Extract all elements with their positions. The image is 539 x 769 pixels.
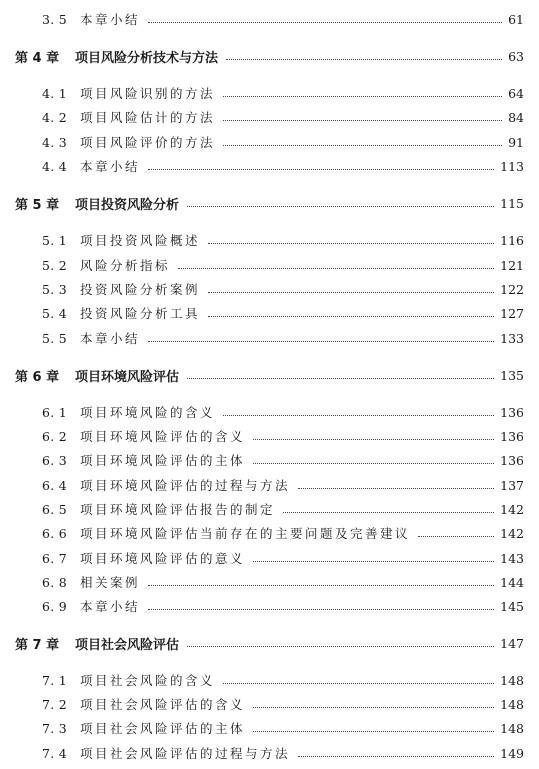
section-number: 6. 6: [42, 525, 68, 541]
dot-leader: [223, 145, 502, 146]
section-title: 项目环境风险评估报告的制定: [80, 502, 276, 517]
section-number: 5. 1: [42, 232, 68, 248]
page-number: 142: [500, 501, 524, 517]
section-title: 项目环境风险评估的过程与方法: [80, 478, 291, 493]
toc-entry-section[interactable]: [0, 278, 539, 300]
section-number: 4. 3: [42, 134, 68, 150]
page-number: 133: [500, 330, 524, 346]
toc-entry-chapter[interactable]: [0, 632, 539, 654]
section-number: 7. 4: [42, 745, 68, 761]
toc-entry-section[interactable]: [0, 742, 539, 764]
dot-leader: [208, 316, 494, 317]
chapter-number: 第 4 章: [15, 50, 60, 66]
toc-entry-section[interactable]: [0, 474, 539, 496]
chapter-title: 项目投资风险分析: [75, 197, 180, 213]
section-number: 5. 3: [42, 281, 68, 297]
section-title: 投资风险分析案例: [80, 282, 201, 297]
section-number: 5. 2: [42, 257, 68, 273]
page-number: 137: [500, 477, 524, 493]
page-number: 91: [508, 134, 524, 150]
dot-leader: [253, 439, 494, 440]
dot-leader: [148, 609, 494, 610]
section-title: 项目环境风险的含义: [80, 405, 216, 420]
toc-entry-section[interactable]: [0, 693, 539, 715]
section-number: 4. 2: [42, 109, 68, 125]
toc-entry-section[interactable]: [0, 82, 539, 104]
section-number: 6. 4: [42, 477, 68, 493]
page-number: 113: [500, 158, 524, 174]
dot-leader: [187, 378, 494, 379]
page-number: 135: [500, 367, 524, 383]
section-title: 本章小结: [80, 331, 141, 346]
page-number: 145: [500, 598, 524, 614]
dot-leader: [178, 268, 494, 269]
dot-leader: [148, 169, 494, 170]
section-title: 本章小结: [80, 599, 141, 614]
chapter-number: 第 7 章: [15, 637, 60, 653]
chapter-title: 项目风险分析技术与方法: [75, 50, 219, 66]
toc-entry-section[interactable]: [0, 571, 539, 593]
dot-leader: [208, 292, 494, 293]
section-number: 5. 5: [42, 330, 68, 346]
dot-leader: [208, 243, 494, 244]
page-number: 148: [500, 720, 524, 736]
page-number: 136: [500, 452, 524, 468]
dot-leader: [148, 585, 494, 586]
dot-leader: [418, 536, 494, 537]
dot-leader: [148, 341, 494, 342]
page-number: 143: [500, 550, 524, 566]
toc-entry-section[interactable]: [0, 449, 539, 471]
page-number: 142: [500, 525, 524, 541]
toc-entry-section[interactable]: [0, 717, 539, 739]
section-title: 项目环境风险评估的含义: [80, 429, 246, 444]
toc-entry-section[interactable]: [0, 8, 539, 30]
page-number: 61: [508, 11, 524, 27]
toc-entry-section[interactable]: [0, 106, 539, 128]
chapter-title: 项目社会风险评估: [75, 637, 180, 653]
dot-leader: [148, 22, 502, 23]
section-title: 投资风险分析工具: [80, 306, 201, 321]
section-title: 项目风险估计的方法: [80, 110, 216, 125]
page-number: 147: [500, 635, 524, 651]
section-number: 6. 9: [42, 598, 68, 614]
section-title: 项目社会风险的含义: [80, 673, 216, 688]
toc-entry-section[interactable]: [0, 522, 539, 544]
section-number: 6. 8: [42, 574, 68, 590]
page-number: 115: [500, 195, 524, 211]
dot-leader: [226, 59, 502, 60]
section-title: 项目环境风险评估当前存在的主要问题及完善建议: [80, 526, 411, 541]
toc-entry-section[interactable]: [0, 302, 539, 324]
dot-leader: [223, 683, 494, 684]
dot-leader: [253, 707, 494, 708]
dot-leader: [298, 756, 494, 757]
dot-leader: [283, 512, 494, 513]
toc-entry-section[interactable]: [0, 669, 539, 691]
section-title: 项目风险识别的方法: [80, 86, 216, 101]
section-title: 项目风险评价的方法: [80, 135, 216, 150]
page-number: 84: [508, 109, 524, 125]
toc-entry-chapter[interactable]: [0, 192, 539, 214]
dot-leader: [223, 96, 502, 97]
toc-entry-section[interactable]: [0, 595, 539, 617]
toc-entry-chapter[interactable]: [0, 45, 539, 67]
page-number: 121: [500, 257, 524, 273]
page-number: 63: [508, 48, 524, 64]
section-title: 本章小结: [80, 12, 141, 27]
section-number: 4. 4: [42, 158, 68, 174]
dot-leader: [187, 206, 494, 207]
section-number: 5. 4: [42, 305, 68, 321]
chapter-number: 第 6 章: [15, 369, 60, 385]
section-title: 本章小结: [80, 159, 141, 174]
section-title: 项目社会风险评估的过程与方法: [80, 746, 291, 761]
section-title: 项目环境风险评估的意义: [80, 551, 246, 566]
section-title: 项目社会风险评估的主体: [80, 721, 246, 736]
section-title: 项目社会风险评估的含义: [80, 697, 246, 712]
page-number: 148: [500, 672, 524, 688]
toc-entry-section[interactable]: [0, 401, 539, 423]
dot-leader: [253, 463, 494, 464]
toc-entry-section[interactable]: [0, 155, 539, 177]
dot-leader: [187, 646, 494, 647]
toc-entry-section[interactable]: [0, 547, 539, 569]
toc-entry-section[interactable]: [0, 327, 539, 349]
toc-entry-section[interactable]: [0, 131, 539, 153]
chapter-title: 项目环境风险评估: [75, 369, 180, 385]
section-title: 相关案例: [80, 575, 141, 590]
section-number: 6. 3: [42, 452, 68, 468]
dot-leader: [253, 731, 494, 732]
toc-entry-section[interactable]: [0, 498, 539, 520]
dot-leader: [298, 488, 494, 489]
dot-leader: [223, 120, 502, 121]
page-number: 136: [500, 428, 524, 444]
section-title: 项目投资风险概述: [80, 233, 201, 248]
section-number: 7. 2: [42, 696, 68, 712]
page-number: 136: [500, 404, 524, 420]
section-title: 风险分析指标: [80, 258, 171, 273]
section-number: 7. 3: [42, 720, 68, 736]
section-number: 6. 7: [42, 550, 68, 566]
section-number: 6. 2: [42, 428, 68, 444]
page-number: 144: [500, 574, 524, 590]
dot-leader: [223, 415, 494, 416]
toc-entry-section[interactable]: [0, 229, 539, 251]
page-number: 148: [500, 696, 524, 712]
chapter-number: 第 5 章: [15, 197, 60, 213]
dot-leader: [253, 561, 494, 562]
page-number: 149: [500, 745, 524, 761]
section-title: 项目环境风险评估的主体: [80, 453, 246, 468]
page-number: 122: [500, 281, 524, 297]
section-number: 6. 5: [42, 501, 68, 517]
section-number: 6. 1: [42, 404, 68, 420]
toc-entry-section[interactable]: [0, 254, 539, 276]
section-number: 4. 1: [42, 85, 68, 101]
toc-entry-section[interactable]: [0, 425, 539, 447]
toc-entry-chapter[interactable]: [0, 364, 539, 386]
page-number: 127: [500, 305, 524, 321]
section-number: 3. 5: [42, 11, 68, 27]
page-number: 64: [508, 85, 524, 101]
page-number: 116: [500, 232, 524, 248]
section-number: 7. 1: [42, 672, 68, 688]
